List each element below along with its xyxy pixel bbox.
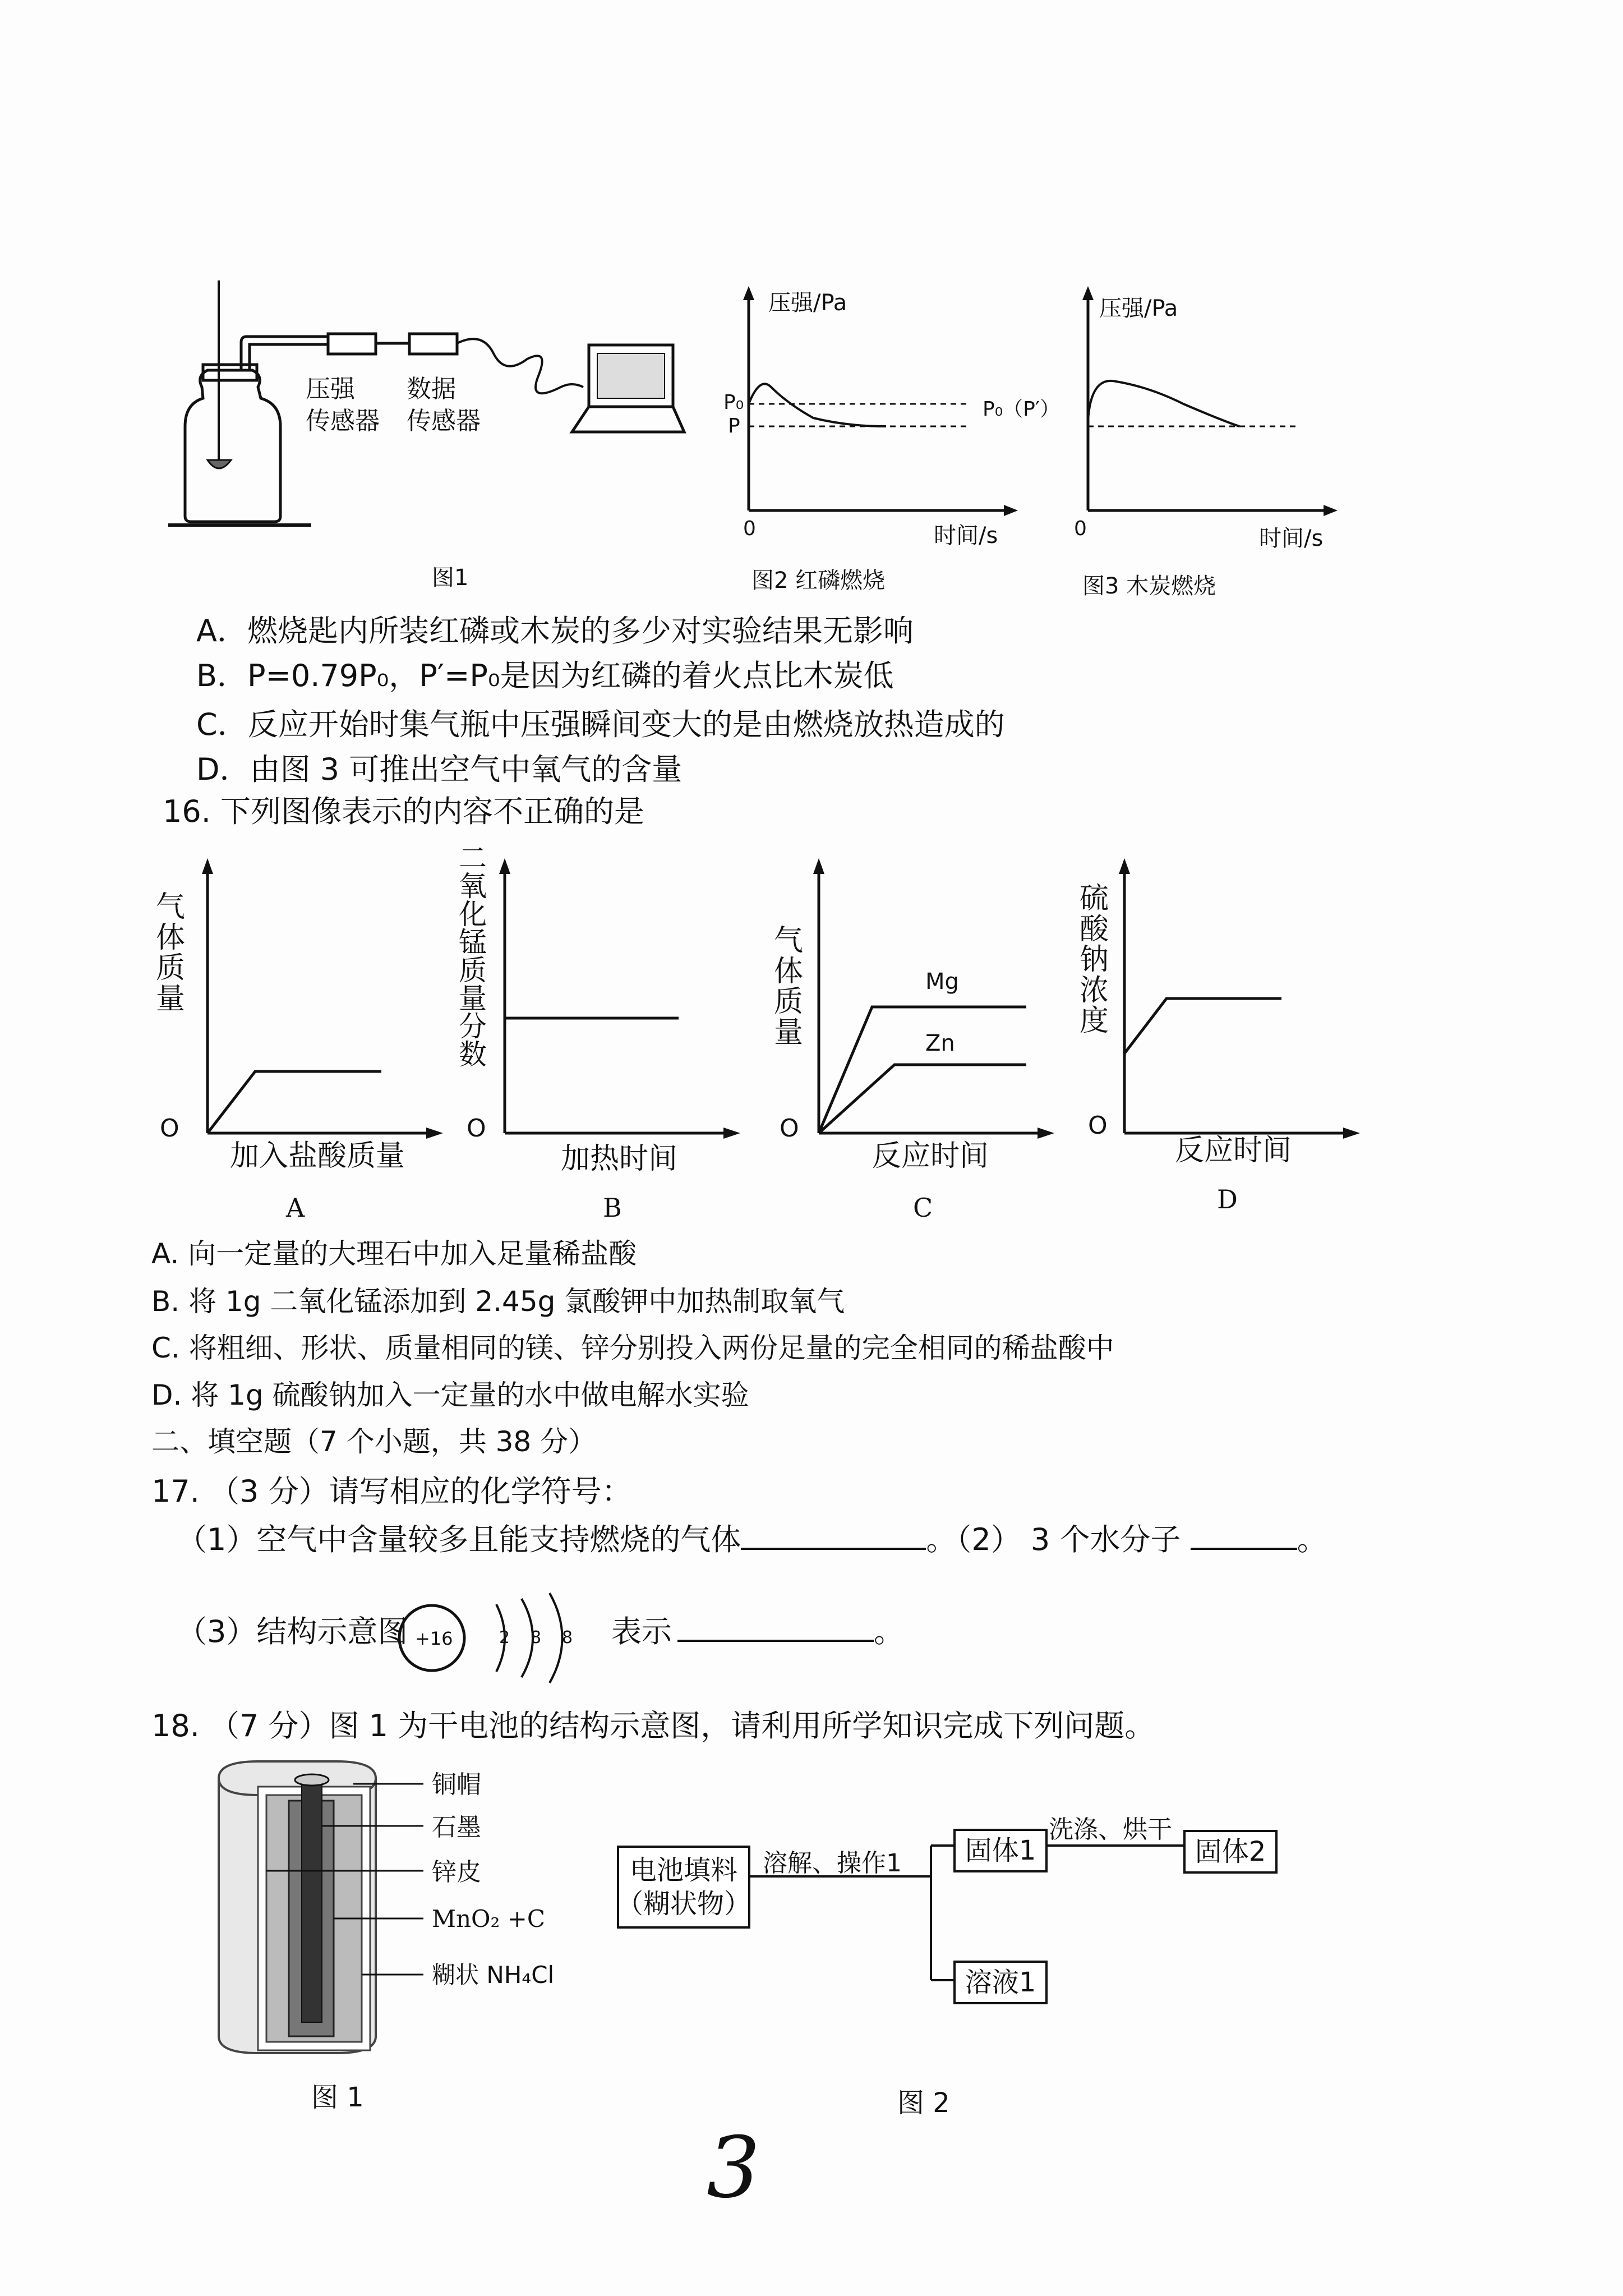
graph-d-y-label: 硫酸钠浓度 [1080, 882, 1109, 1038]
shell-1-electrons: 2 [499, 1628, 510, 1648]
flow-node-solid-2: 固体2 [1183, 1830, 1278, 1874]
fig3-p0-label: P₀（P′） [983, 398, 1061, 421]
fig3-origin: 0 [1074, 517, 1087, 540]
nucleus-charge: +16 [415, 1628, 453, 1649]
q16-option-d: D. 将 1g 硫酸钠加入一定量的水中做电解水实验 [151, 1379, 749, 1411]
q15-option-b: B．P=0.79P₀，P′=P₀是因为红磷的着火点比木炭低 [196, 658, 894, 693]
graph-b-x-label: 加热时间 [561, 1142, 678, 1176]
q16-option-a: A. 向一定量的大理石中加入足量稀盐酸 [151, 1237, 637, 1270]
graph-b-origin: O [467, 1114, 486, 1143]
graph-b [488, 858, 746, 1139]
graph-d-origin: O [1088, 1111, 1108, 1140]
graph-a-y-label: 气体质量 [156, 890, 186, 1016]
graph-c-letter: C [913, 1193, 933, 1223]
pressure-graph-charcoal [1054, 286, 1346, 550]
graph-d [1108, 858, 1366, 1139]
q18-figure-2-caption: 图 2 [897, 2087, 950, 2119]
fig2-p-label: P [728, 415, 740, 438]
figure-3-caption: 图3 木炭燃烧 [1082, 573, 1216, 599]
q17-part2-end: 。 [1297, 1522, 1327, 1557]
q17-part3-mid: 表示 [611, 1614, 672, 1649]
graph-c-origin: O [780, 1114, 799, 1143]
q17-part1 [177, 1522, 1327, 1557]
q18-figure-1-caption: 图 1 [311, 2082, 364, 2113]
graph-d-x-label: 反应时间 [1175, 1134, 1292, 1167]
fig2-p0-label: P₀ [723, 391, 744, 414]
flow-node-battery-filling: 电池填料 （糊状物） [617, 1846, 750, 1929]
q17-answer-1-blank[interactable] [741, 1525, 926, 1550]
section-2-heading: 二、填空题（7 个小题，共 38 分） [151, 1425, 597, 1458]
battery-label-zinc-shell: 锌皮 [432, 1858, 481, 1887]
graph-b-y-label: 二氧化锰质量分数 [459, 842, 487, 1071]
q15-option-d: D．由图 3 可推出空气中氧气的含量 [196, 752, 683, 787]
q17-stem: 17. （3 分）请写相应的化学符号： [151, 1474, 632, 1509]
q16-option-b: B. 将 1g 二氧化锰添加到 2.45g 氯酸钾中加热制取氧气 [151, 1285, 845, 1318]
page-number: 3 [707, 2119, 760, 2217]
q17-answer-3-blank[interactable] [677, 1617, 874, 1642]
graph-c-y-label: 气体质量 [774, 924, 804, 1050]
fig2-y-label: 压强/Pa [768, 290, 847, 316]
data-sensor-label: 数据 传感器 [407, 375, 481, 436]
q16-option-c: C. 将粗细、形状、质量相同的镁、锌分别投入两份足量的完全相同的稀盐酸中 [151, 1332, 1114, 1364]
fig2-origin: 0 [743, 517, 756, 540]
shell-3-electrons: 8 [562, 1628, 573, 1648]
q17-part3-represents [611, 1614, 904, 1649]
battery-label-graphite: 石墨 [432, 1813, 481, 1842]
flow-node-solid-1: 固体1 [953, 1829, 1048, 1872]
q15-option-c: C．反应开始时集气瓶中压强瞬间变大的是由燃烧放热造成的 [196, 707, 1005, 742]
q18-stem: 18. （7 分）图 1 为干电池的结构示意图，请利用所学知识完成下列问题。 [151, 1708, 1155, 1743]
q17-part1-text: （1）空气中含量较多且能支持燃烧的气体 [177, 1522, 741, 1557]
graph-c [802, 858, 1060, 1139]
q17-part3-end: 。 [874, 1614, 904, 1649]
fig3-y-label: 压强/Pa [1099, 296, 1178, 321]
battery-label-mno2-c: MnO₂ +C [432, 1905, 546, 1932]
graph-a [191, 858, 449, 1139]
graph-c-series-zn: Zn [925, 1030, 955, 1056]
battery-label-copper-cap: 铜帽 [432, 1770, 481, 1799]
graph-c-x-label: 反应时间 [872, 1139, 989, 1173]
flow-node-solution-1: 溶液1 [953, 1961, 1048, 2004]
graph-a-origin: O [160, 1114, 179, 1143]
graph-a-letter: A [286, 1193, 305, 1223]
battery-label-nh4cl-paste: 糊状 NH₄Cl [432, 1961, 555, 1989]
q17-answer-2-blank[interactable] [1191, 1525, 1297, 1550]
graph-a-x-label: 加入盐酸质量 [230, 1139, 405, 1173]
shell-2-electrons: 8 [531, 1628, 542, 1648]
q16-stem: 16. 下列图像表示的内容不正确的是 [163, 794, 645, 829]
figure-1-caption: 图1 [432, 565, 469, 591]
q17-part3-label: （3）结构示意图 [177, 1614, 408, 1649]
graph-c-series-mg: Mg [925, 969, 959, 995]
flow-step-dissolve-operation-1: 溶解、操作1 [763, 1849, 902, 1878]
fig2-x-label: 时间/s [934, 523, 998, 549]
q17-part2-text: 。（2） 3 个水分子 [926, 1522, 1181, 1557]
q15-option-a: A．燃烧匙内所装红磷或木炭的多少对实验结果无影响 [196, 613, 914, 648]
pressure-graph-red-phosphorus [712, 286, 1026, 550]
graph-d-letter: D [1217, 1184, 1238, 1214]
graph-b-letter: B [603, 1193, 622, 1223]
figure-2-caption: 图2 红磷燃烧 [751, 568, 886, 593]
pressure-sensor-label: 压强 传感器 [306, 375, 380, 436]
dry-battery-diagram [202, 1756, 426, 2064]
fig3-x-label: 时间/s [1259, 526, 1324, 551]
flow-step-wash-dry: 洗涤、烘干 [1049, 1815, 1172, 1844]
